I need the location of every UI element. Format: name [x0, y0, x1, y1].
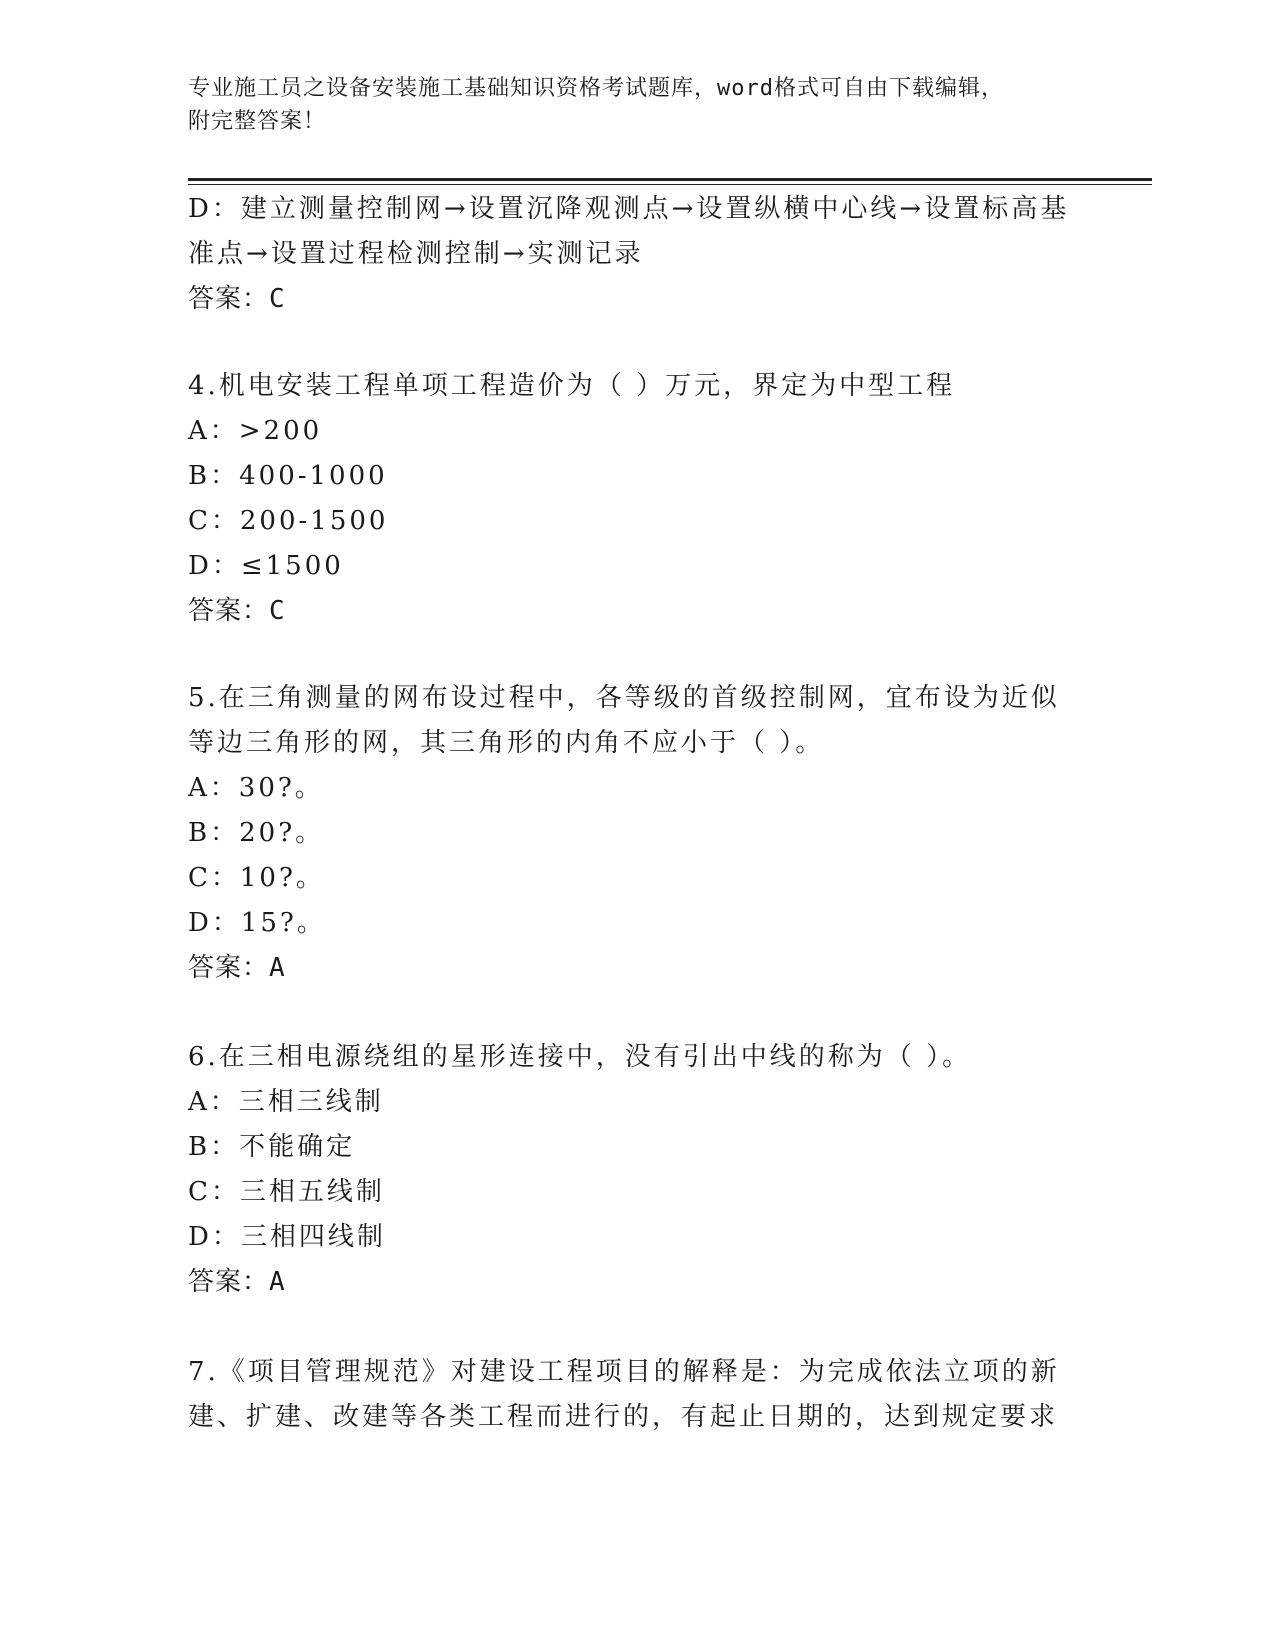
q4-question: 4.机电安装工程单项工程造价为（ ）万元，界定为中型工程: [188, 371, 956, 401]
q5-question-line-2: 等边三角形的网，其三角形的内角不应小于（ ）。: [188, 728, 825, 758]
header-line-2: 附完整答案！: [188, 109, 327, 134]
q7-question-line-1: 7.《项目管理规范》对建设工程项目的解释是：为完成依法立项的新: [188, 1357, 1060, 1387]
question-5: [188, 676, 1088, 991]
header-rule-thick: [188, 178, 1152, 181]
question-6: [188, 1035, 1088, 1305]
q3-option-d-line-1: D：建立测量控制网→设置沉降观测点→设置纵横中心线→设置标高基: [188, 194, 1070, 224]
q7-question-line-2: 建、扩建、改建等各类工程而进行的，有起止日期的，达到规定要求: [188, 1402, 1059, 1432]
q4-option-b: B：400-1000: [188, 461, 388, 491]
q6-option-c: C：三相五线制: [188, 1177, 385, 1207]
q3-answer: 答案：C: [188, 284, 286, 314]
q3-option-d-line-2: 准点→设置过程检测控制→实测记录: [188, 239, 644, 269]
q6-option-d: D：三相四线制: [188, 1222, 386, 1252]
q4-option-a: A：>200: [188, 416, 323, 446]
header-line-1: 专业施工员之设备安装施工基础知识资格考试题库，word格式可自由下载编辑，: [188, 76, 1004, 101]
q5-answer: 答案：A: [188, 953, 286, 983]
q5-option-d: D：15?。: [188, 908, 326, 938]
q4-answer: 答案：C: [188, 596, 286, 626]
q4-option-c: C：200-1500: [188, 506, 389, 536]
question-7: [188, 1350, 1088, 1440]
q4-option-d: D：≤1500: [188, 551, 344, 581]
document-header: [188, 72, 1068, 138]
q5-option-b: B：20?。: [188, 818, 325, 848]
q6-answer: 答案：A: [188, 1267, 286, 1297]
question-3-tail: [188, 187, 1088, 322]
q5-option-c: C：10?。: [188, 863, 325, 893]
q6-question: 6.在三相电源绕组的星形连接中，没有引出中线的称为（ ）。: [188, 1042, 972, 1072]
question-4: [188, 364, 1088, 634]
q5-question-line-1: 5.在三角测量的网布设过程中，各等级的首级控制网，宜布设为近似: [188, 683, 1060, 713]
q6-option-b: B：不能确定: [188, 1132, 356, 1162]
header-rule-thin: [188, 184, 1152, 185]
q6-option-a: A：三相三线制: [188, 1087, 384, 1117]
q5-option-a: A：30?。: [188, 773, 324, 803]
